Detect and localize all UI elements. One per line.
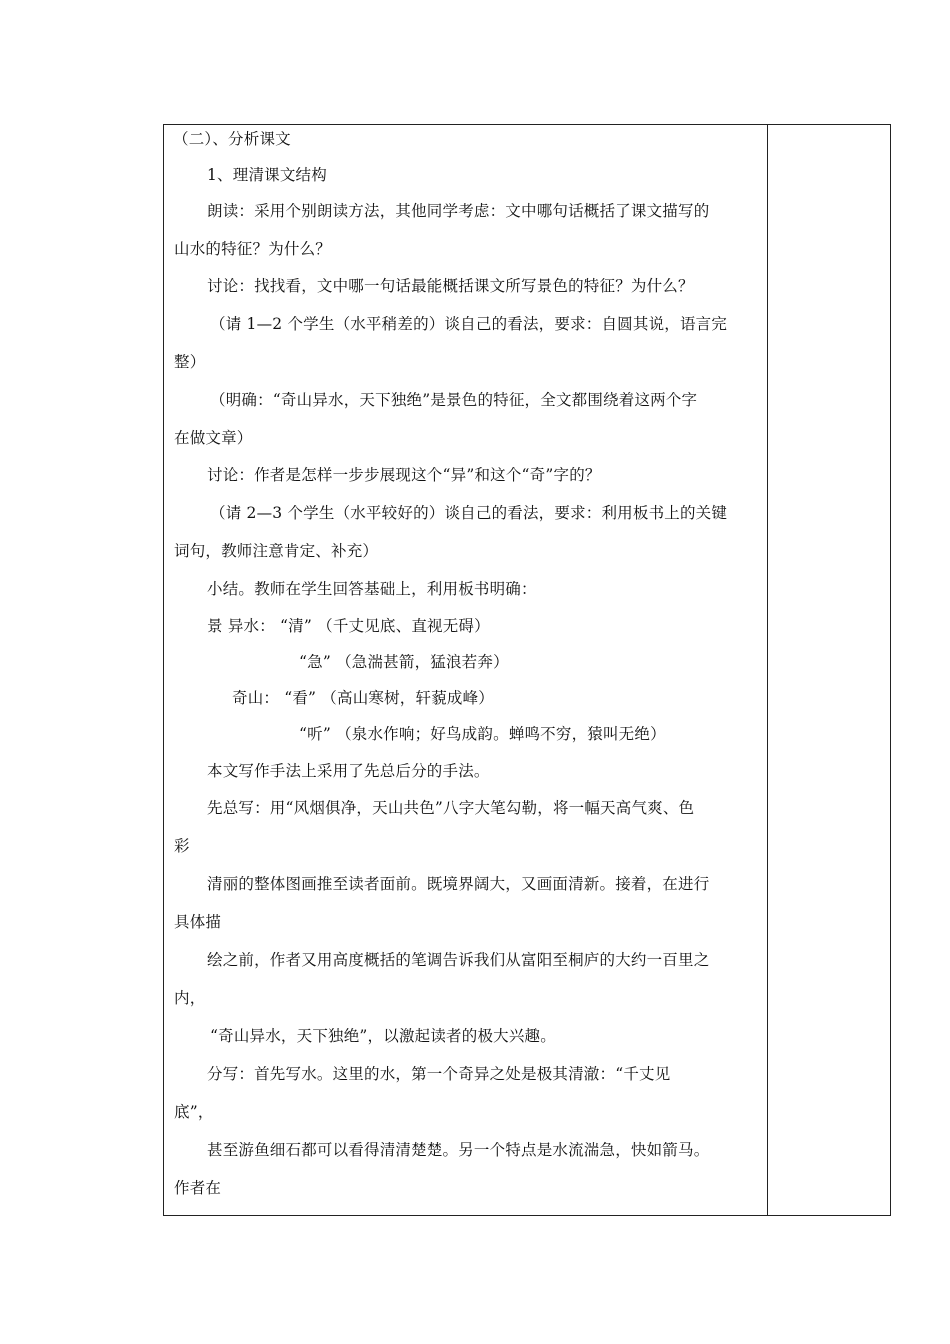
content-cell bbox=[164, 125, 767, 1215]
paragraph-line: 清丽的整体图画推至读者面前。既境界阔大，又画面清新。接着，在进行 bbox=[207, 875, 710, 893]
paragraph-line: “奇山异水，天下独绝”，以激起读者的极大兴趣。 bbox=[210, 1027, 556, 1045]
paragraph-line: 整） bbox=[174, 353, 206, 371]
lesson-table bbox=[163, 124, 891, 1216]
paragraph-line: （请 1—2 个学生（水平稍差的）谈自己的看法，要求：自圆其说，语言完 bbox=[210, 315, 728, 333]
paragraph-line: 底”， bbox=[174, 1103, 214, 1121]
column-divider bbox=[767, 125, 768, 1215]
paragraph-line: （明确：“奇山异水，天下独绝”是景色的特征，全文都围绕着这两个字 bbox=[210, 391, 698, 409]
paragraph-line: 作者在 bbox=[174, 1179, 222, 1197]
paragraph-line: 讨论：找找看，文中哪一句话最能概括课文所写景色的特征？为什么？ bbox=[207, 277, 694, 295]
board-summary-line: 景 异水： “清” （千丈见底、直视无碍） bbox=[207, 617, 490, 635]
paragraph-line: 内， bbox=[174, 989, 206, 1007]
paragraph-line: 分写：首先写水。这里的水，第一个奇异之处是极其清澈：“千丈见 bbox=[207, 1065, 671, 1083]
board-summary-line: “听” （泉水作响；好鸟成韵。蝉鸣不穷，猿叫无绝） bbox=[299, 725, 666, 743]
paragraph-line: 彩 bbox=[174, 837, 190, 855]
paragraph-line: 绘之前，作者又用高度概括的笔调告诉我们从富阳至桐庐的大约一百里之 bbox=[207, 951, 710, 969]
paragraph-line: 本文写作手法上采用了先总后分的手法。 bbox=[207, 762, 490, 780]
paragraph-line: （请 2—3 个学生（水平较好的）谈自己的看法，要求：利用板书上的关键 bbox=[210, 504, 728, 522]
paragraph-line: 朗读：采用个别朗读方法，其他同学考虑：文中哪句话概括了课文描写的 bbox=[207, 202, 710, 220]
paragraph-line: 词句，教师注意肯定、补充） bbox=[174, 542, 379, 560]
section-heading: （二）、分析课文 bbox=[173, 130, 291, 148]
paragraph-line: 山水的特征？为什么？ bbox=[174, 240, 332, 258]
paragraph-line: 甚至游鱼细石都可以看得清清楚楚。另一个特点是水流湍急，快如箭马。 bbox=[207, 1141, 710, 1159]
paragraph-line: 小结。教师在学生回答基础上，利用板书明确： bbox=[207, 580, 537, 598]
paragraph-line: 讨论：作者是怎样一步步展现这个“异”和这个“奇”字的？ bbox=[207, 466, 601, 484]
paragraph-line: 在做文章） bbox=[174, 429, 253, 447]
board-summary-line: 奇山： “看” （高山寒树，轩藐成峰） bbox=[232, 689, 495, 707]
paragraph-line: 具体描 bbox=[174, 913, 222, 931]
paragraph-line: 先总写：用“风烟俱净，天山共色”八字大笔勾勒，将一幅天高气爽、色 bbox=[207, 799, 695, 817]
board-summary-line: “急” （急湍甚箭，猛浪若奔） bbox=[299, 653, 509, 671]
subsection-heading: 1、理清课文结构 bbox=[207, 166, 327, 184]
